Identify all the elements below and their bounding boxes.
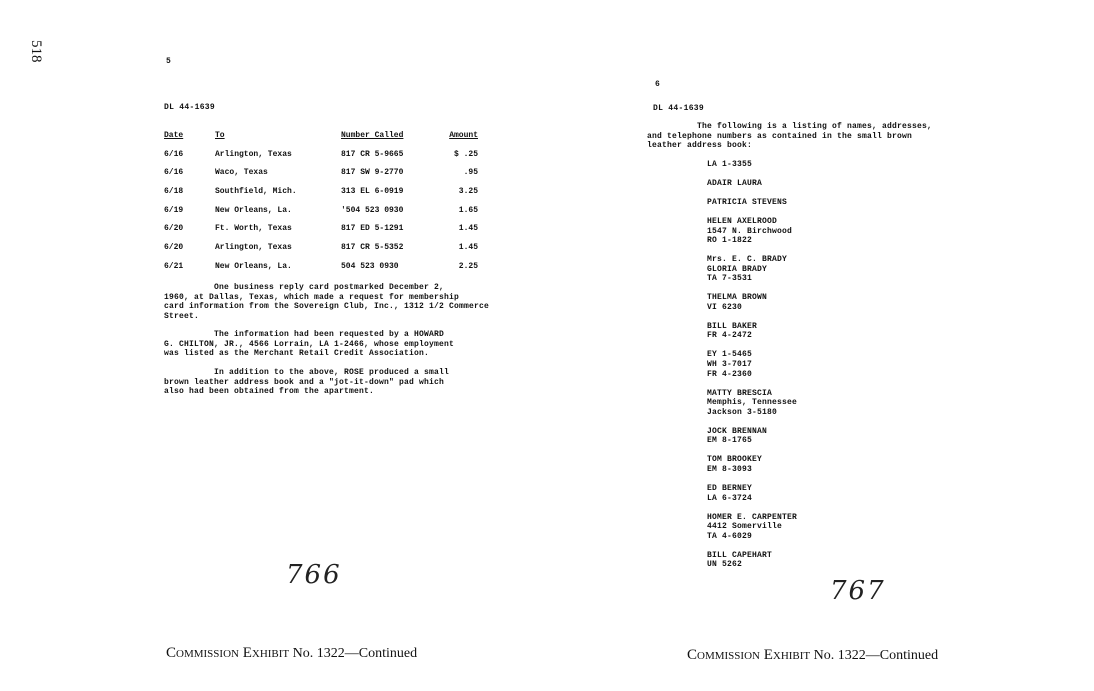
address-entry-line: HELEN AXELROOD <box>707 216 778 226</box>
address-entry-line: BILL CAPEHART <box>707 550 773 560</box>
cell-date: 6/16 <box>164 149 184 159</box>
cell-number: 817 CR 5-9665 <box>341 149 404 159</box>
address-entry <box>707 427 1007 446</box>
address-entry-line: TA 4-6029 <box>707 531 753 541</box>
address-entry <box>707 455 1007 474</box>
address-book-intro: The following is a listing of names, addresses, and telephone numbers as contained in the small brown leather address book: <box>647 122 933 151</box>
page-number: 6 <box>655 80 660 89</box>
table-row <box>164 243 494 262</box>
address-entry <box>707 389 1007 418</box>
address-entry-line: HOMER E. CARPENTER <box>707 512 798 522</box>
cell-to: Waco, Texas <box>215 168 268 178</box>
address-entry-line: EM 8-1765 <box>707 436 753 446</box>
cell-date: 6/18 <box>164 187 184 197</box>
address-entry-line: LA 1-3355 <box>707 160 753 169</box>
address-entry <box>707 293 1007 312</box>
address-entry-line: RO 1-1822 <box>707 236 753 246</box>
cell-number: '504 523 0930 <box>341 205 404 215</box>
cell-number: 504 523 0930 <box>341 261 399 271</box>
address-entry-line: TOM BROOKEY <box>707 455 763 465</box>
header-to: To <box>215 131 225 140</box>
address-entry-line: VI 6230 <box>707 302 743 312</box>
cell-to: Arlington, Texas <box>215 243 292 253</box>
cell-date: 6/21 <box>164 261 184 271</box>
right-page <box>547 0 1094 691</box>
address-entry-line: 1547 N. Birchwood <box>707 226 793 236</box>
table-row <box>164 224 494 243</box>
header-date: Date <box>164 131 184 140</box>
paragraph-business-card: One business reply card postmarked December 2, 1960, at Dallas, Texas, which made a request for membership card information from the Sovereign Club, Inc., 1312 1/2 Commerce Street. <box>164 283 490 321</box>
table-row <box>164 206 494 225</box>
footer-exhibit-label: Commission Exhibit <box>687 647 811 663</box>
paragraph-chilton: The information had been requested by a HOWARD G. CHILTON, JR., 4566 Lorrain, LA 1-2466, whose employment was listed as the Merchant Retail Credit Association. <box>164 330 455 359</box>
address-entry-line: FR 4-2360 <box>707 369 753 379</box>
address-entry-line: ADAIR LAURA <box>707 178 763 188</box>
cell-amount: 1.65 <box>458 205 478 215</box>
footer-exhibit-number: No. 1322—Continued <box>813 648 939 663</box>
calls-table <box>164 131 494 281</box>
address-entry-line: Mrs. E. C. BRADY <box>707 255 788 265</box>
address-entry-line: TA 7-3531 <box>707 274 753 284</box>
address-entry-line: THELMA BROWN <box>707 293 768 303</box>
cell-to: Ft. Worth, Texas <box>215 224 292 234</box>
address-entry-line: 4412 Somerville <box>707 522 783 532</box>
cell-number: 313 EL 6-0919 <box>341 187 404 197</box>
cell-amount: .95 <box>463 168 478 178</box>
address-entry-line: JOCK BRENNAN <box>707 426 768 436</box>
cell-amount: 3.25 <box>458 187 478 197</box>
address-entry <box>707 484 1007 503</box>
table-row <box>164 262 494 281</box>
footer-exhibit-label: Commission Exhibit <box>166 645 290 661</box>
header-number: Number Called <box>341 131 404 140</box>
exhibit-footer <box>166 645 417 662</box>
table-header <box>164 131 494 150</box>
cell-number: 817 CR 5-5352 <box>341 243 404 253</box>
address-entry-line: UN 5262 <box>707 560 743 570</box>
address-entry-line: EY 1-5465 <box>707 350 753 360</box>
address-entry <box>707 198 1007 208</box>
address-entry-line: WH 3-7017 <box>707 360 753 370</box>
address-book-entries <box>707 160 1007 579</box>
cell-to: Southfield, Mich. <box>215 187 297 197</box>
address-entry <box>707 217 1007 246</box>
cell-date: 6/16 <box>164 168 184 178</box>
header-amount: Amount <box>449 131 478 140</box>
page-number: 5 <box>166 57 171 66</box>
address-entry <box>707 255 1007 284</box>
footer-exhibit-number: No. 1322—Continued <box>292 646 418 661</box>
address-entry-line: GLORIA BRADY <box>707 264 768 274</box>
cell-to: New Orleans, La. <box>215 261 292 271</box>
exhibit-footer <box>687 647 938 664</box>
paragraph-address-book: In addition to the above, ROSE produced a small brown leather address book and a "jot-it-down" pad which also had been obtained from the apartment. <box>164 368 450 397</box>
address-entry-line: BILL BAKER <box>707 321 758 331</box>
cell-to: Arlington, Texas <box>215 149 292 159</box>
cell-number: 817 SW 9-2770 <box>341 168 404 178</box>
address-entry <box>707 322 1007 341</box>
cell-date: 6/20 <box>164 224 184 234</box>
address-entry <box>707 179 1007 189</box>
address-entry-line: Jackson 3-5180 <box>707 407 778 417</box>
address-entry-line: PATRICIA STEVENS <box>707 197 788 207</box>
file-number: DL 44-1639 <box>653 104 705 113</box>
cell-amount: 2.25 <box>458 261 478 271</box>
address-entry-line: LA 6-3724 <box>707 493 753 503</box>
cell-date: 6/19 <box>164 205 184 215</box>
address-entry <box>707 350 1007 379</box>
address-entry-line: Memphis, Tennessee <box>707 398 798 408</box>
table-row <box>164 168 494 187</box>
handwritten-page-number: 766 <box>286 560 342 590</box>
cell-number: 817 ED 5-1291 <box>341 224 404 234</box>
address-entry-line: MATTY BRESCIA <box>707 388 773 398</box>
cell-amount: $ .25 <box>453 149 478 159</box>
table-row <box>164 187 494 206</box>
margin-page-number: 518 <box>28 40 44 63</box>
cell-to: New Orleans, La. <box>215 205 292 215</box>
address-entry-line: EM 8-3093 <box>707 464 753 474</box>
address-entry <box>707 513 1007 542</box>
file-number: DL 44-1639 <box>164 103 216 112</box>
address-entry-line: ED BERNEY <box>707 483 753 493</box>
cell-amount: 1.45 <box>458 224 478 234</box>
address-entry <box>707 551 1007 570</box>
handwritten-page-number: 767 <box>830 576 886 606</box>
address-entry-line: FR 4-2472 <box>707 331 753 341</box>
cell-amount: 1.45 <box>458 243 478 253</box>
address-entry <box>707 160 1007 170</box>
cell-date: 6/20 <box>164 243 184 253</box>
table-row <box>164 150 494 169</box>
